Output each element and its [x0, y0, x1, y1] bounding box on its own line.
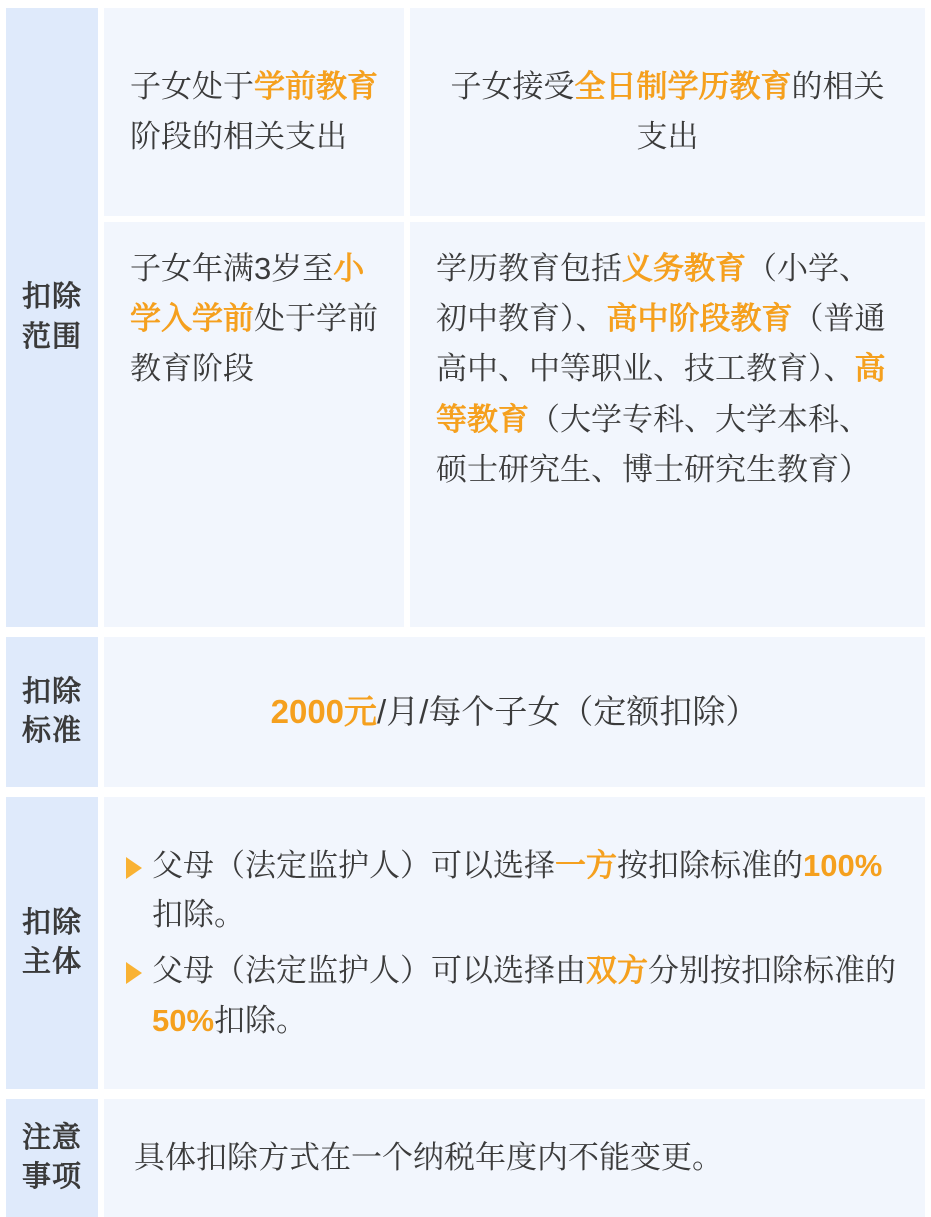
row-label-subject-line2: 主体	[21, 946, 82, 978]
table-row-standard	[6, 637, 925, 787]
scope-cells	[104, 8, 925, 627]
subject-b2-highlight-1: 双方	[586, 953, 648, 988]
scope-r2-right-highlight-2: 高中阶段教育	[606, 301, 793, 337]
standard-content	[104, 637, 925, 787]
scope-preschool-expense	[104, 8, 404, 216]
subject-b2-highlight-2: 50%	[152, 1002, 215, 1038]
row-label-standard	[6, 637, 98, 787]
row-label-standard-line2: 标准	[21, 715, 82, 747]
list-item	[126, 841, 901, 940]
row-label-note	[6, 1099, 98, 1217]
scope-r1-left-highlight: 学前教育	[254, 68, 378, 104]
subject-b2-text-e: 扣除。	[214, 1002, 308, 1038]
row-label-subject-line1: 扣除	[21, 906, 82, 939]
scope-preschool-detail	[104, 222, 404, 627]
standard-amount: 2000元	[270, 693, 378, 731]
scope-r1-left-text-c: 阶段的相关支出	[130, 119, 347, 154]
subject-b2-text-c: 分别按扣除标准的	[648, 953, 896, 988]
note-content	[104, 1099, 925, 1217]
triangle-bullet-icon	[126, 962, 142, 984]
subject-b2-text-a: 父母（法定监护人）可以选择由	[152, 953, 586, 988]
scope-fulltime-education-expense	[410, 8, 925, 216]
scope-r2-right-text-a: 学历教育包括	[436, 251, 622, 286]
scope-education-detail	[410, 222, 925, 627]
scope-r2-right-text-e: （普通高中、中等职业、技工教育）、	[436, 301, 886, 387]
subject-b1-highlight-2: 100%	[803, 847, 883, 883]
row-label-scope-line2: 范围	[21, 320, 82, 353]
table-row-note	[6, 1099, 925, 1217]
row-label-note-line1: 注意	[21, 1121, 82, 1154]
scope-r2-left-text-c: 处于学前教育阶段	[130, 301, 378, 387]
row-label-standard-line1: 扣除	[21, 675, 82, 708]
scope-r2-right-highlight-1: 义务教育	[622, 251, 746, 286]
scope-r2-right-highlight-3: 高等教育	[436, 351, 886, 437]
note-text: 具体扣除方式在一个纳税年度内不能变更。	[134, 1139, 723, 1175]
subject-b1-text-a: 父母（法定监护人）可以选择	[152, 847, 555, 883]
subject-b1-text-c: 按扣除标准的	[617, 847, 803, 883]
subject-b1-text-e: 扣除。	[152, 897, 245, 933]
row-label-subject	[6, 797, 98, 1089]
row-label-note-line2: 事项	[21, 1161, 82, 1193]
scope-r2-right-text-g: （大学专科、大学本科、硕士研究生、博士研究生教育）	[436, 401, 870, 487]
scope-r2-left-text-a: 子女年满3岁至	[130, 251, 334, 286]
row-label-scope-line1: 扣除	[21, 281, 82, 314]
table-row-scope	[6, 8, 925, 627]
subject-b1-highlight-1: 一方	[555, 847, 617, 883]
scope-r1-right-text-c: 的相关支出	[636, 68, 885, 154]
subject-content	[104, 797, 925, 1089]
scope-r1-left-text-a: 子女处于	[130, 68, 254, 104]
table-row-subject	[6, 797, 925, 1089]
scope-row-1	[104, 8, 925, 216]
scope-r2-left-highlight: 小学入学前	[130, 251, 365, 337]
list-item	[126, 946, 901, 1045]
scope-r2-right-text-c: （小学、初中教育）、	[436, 251, 870, 337]
scope-r1-right-text-a: 子女接受	[450, 68, 575, 104]
standard-rest: /月/每个子女（定额扣除）	[377, 693, 759, 731]
scope-row-2	[104, 222, 925, 627]
triangle-bullet-icon	[126, 857, 142, 879]
row-label-scope	[6, 8, 98, 627]
scope-r1-right-highlight: 全日制学历教育	[574, 68, 792, 104]
